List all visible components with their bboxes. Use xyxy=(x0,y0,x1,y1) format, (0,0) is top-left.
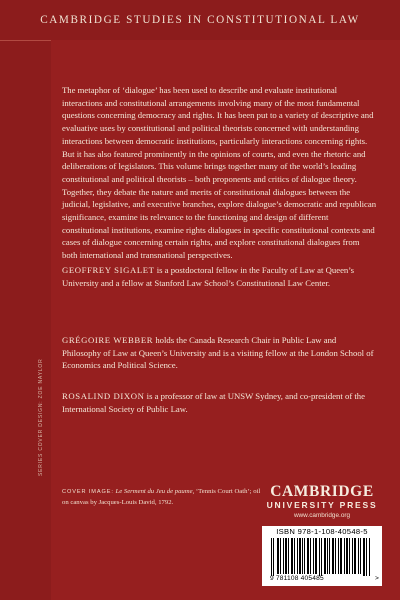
author-name: GRÉGOIRE WEBBER xyxy=(62,335,154,345)
barcode-digits: 9 781108 405485 xyxy=(270,575,324,582)
author-name: ROSALIND DIXON xyxy=(62,391,145,401)
series-design-credit: SERIES COVER DESIGN: ZOE NAYLOR xyxy=(38,358,44,476)
credit-detail: , ‘Tennis Court Oath’; oil on canvas by Jacques-Louis David, 1792. xyxy=(62,488,261,506)
author-bio-text: is a professor of law at UNSW Sydney, and co-president of the International Society of Public Law. xyxy=(62,391,365,414)
publisher-url: www.cambridge.org xyxy=(293,512,351,519)
publisher-subtitle: UNIVERSITY PRESS xyxy=(266,500,378,510)
credit-label: COVER IMAGE: xyxy=(62,489,114,495)
author-bio-sigalet xyxy=(62,264,377,289)
artwork-title: Le Serment du Jeu de paume xyxy=(115,488,193,495)
series-title: CAMBRIDGE STUDIES IN CONSTITUTIONAL LAW xyxy=(0,0,400,41)
isbn-number: ISBN 978-1-108-40548-5 xyxy=(276,527,368,536)
author-bio-text: holds the Canada Research Chair in Public Law and Philosophy of Law at Queen’s University and is a visiting fellow at the London School of Economics and Political Science. xyxy=(62,335,374,371)
cover-image-credit xyxy=(62,487,262,507)
publisher-name: CAMBRIDGE xyxy=(270,483,374,500)
author-bio-text: is a postdoctoral fellow in the Faculty of Law at Queen’s University and a fellow at Stanford Law School’s Constitutional Law Center. xyxy=(62,265,355,288)
book-blurb: The metaphor of ‘dialogue’ has been used to describe and evaluate institutional interactions and constitutional arrangements involving many of the most fundamental questions concerning democracy and rights. It has been put to a variety of descriptive and evaluative uses by constitutional and political theorists concerned with understanding interactions between democratic institutions, particularly interactions concerning rights. But it has also featured prominently in the opinions of courts, and even the rhetoric and deliberations of legislators. This volume brings together many of the world’s leading constitutional and political theorists – both proponents and critics of dialogue theory. Together, they debate the nature and merits of constitutional dialogues between the judicial, legislative, and executive branches, explore dialogue’s democratic and republican significance, examine its relevance to the functioning and design of different constitutional institutions, examine rights dialogues in specific constitutional contexts and cases of dialogue concerning certain rights, and explore constitutional dialogues from both international and transnational perspectives. xyxy=(62,85,377,261)
publisher-logo xyxy=(262,484,382,520)
barcode-arrow: > xyxy=(375,575,380,582)
isbn-barcode xyxy=(262,526,382,586)
author-bio-dixon xyxy=(62,390,377,415)
author-bio-webber xyxy=(62,334,377,372)
author-name: GEOFFREY SIGALET xyxy=(62,265,155,275)
